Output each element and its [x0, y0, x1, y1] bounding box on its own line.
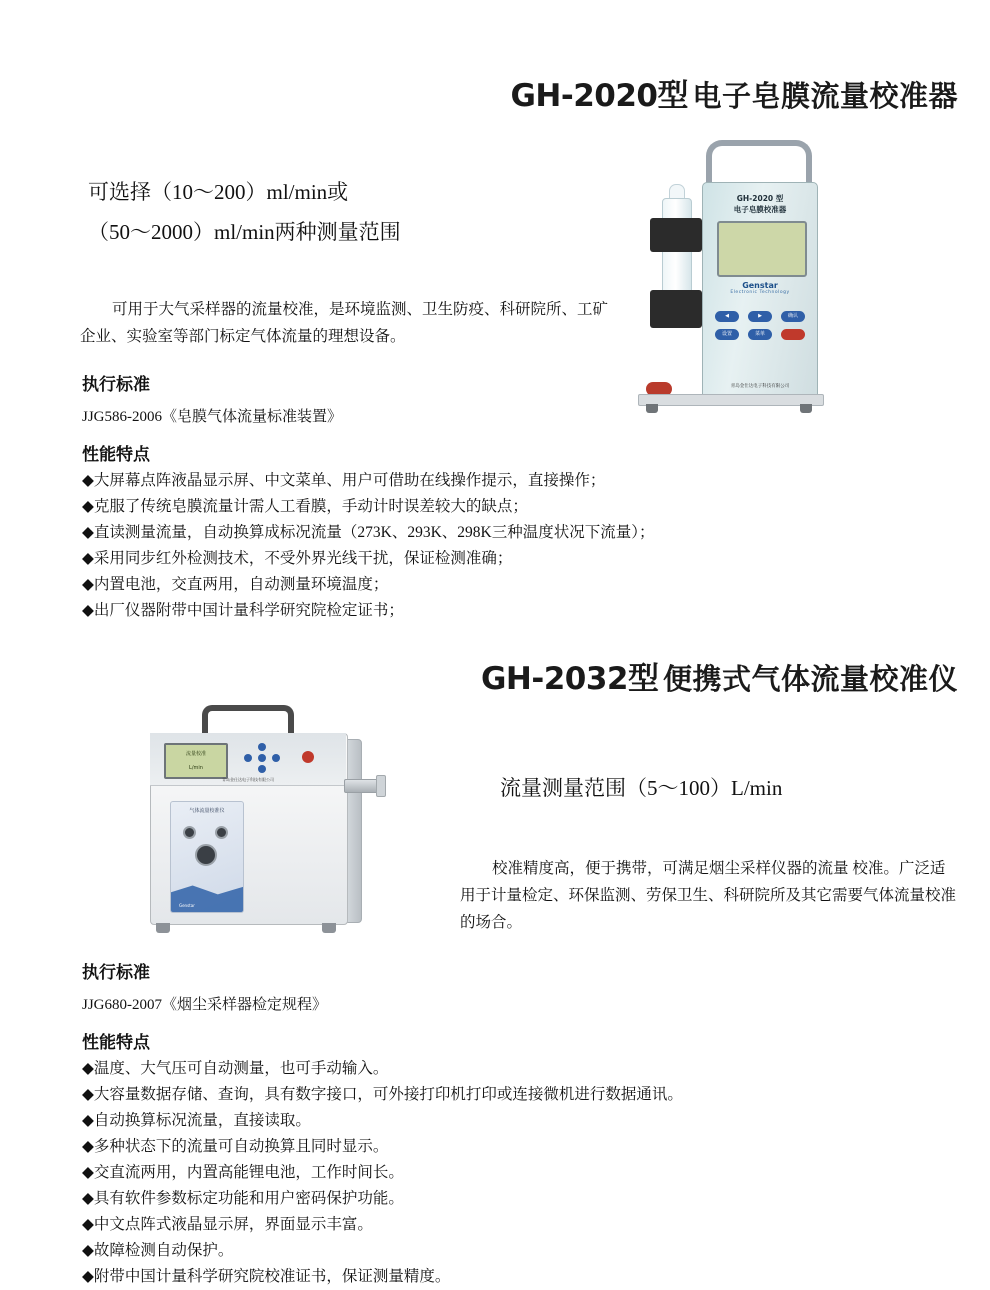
device-key-right: ▶: [748, 311, 772, 322]
product-2-description: 校准精度高，便于携带，可满足烟尘采样仪器的流量 校准。广泛适用于计量检定、环保监测、劳保卫生、科研院所及其它需要气体流量校准的场合。: [460, 860, 957, 931]
product-1-features-heading: 性能特点: [82, 445, 150, 465]
list-item: ◆克服了传统皂膜流量计需人工看膜，手动计时误差较大的缺点；: [82, 498, 528, 515]
product-1-features-list: [82, 468, 655, 624]
list-item: ◆中文点阵式液晶显示屏，界面显示丰富。: [82, 1216, 373, 1233]
device-port-small-1: [183, 826, 196, 839]
device-key-power: [302, 751, 314, 763]
product-1-range: [88, 172, 401, 252]
device-logo: Genstar Electronic Technology: [730, 281, 790, 295]
list-item: ◆具有软件参数标定功能和用户密码保护功能。: [82, 1190, 404, 1207]
device-key-setting: 设置: [715, 329, 739, 340]
product-1-model: GH-2020型: [510, 78, 688, 114]
list-item: ◆故障检测自动保护。: [82, 1242, 234, 1259]
device-front-label: 气体流量校准仪: [189, 808, 225, 814]
device-handle: [706, 140, 812, 184]
device-key-left: ◀: [715, 311, 739, 322]
product-1-standard-text: JJG586-2006《皂膜气体流量标准装置》: [82, 409, 343, 425]
list-item: ◆附带中国计量科学研究院校准证书，保证测量精度。: [82, 1268, 451, 1285]
product-1-description: 可用于大气采样器的流量校准，是环境监测、卫生防疫、科研院所、工矿企业、实验室等部门标定气体流量的理想设备。: [80, 301, 609, 345]
device-nozzle: [344, 779, 380, 793]
product-1-device-image: [620, 140, 850, 420]
product-1-title: [510, 70, 958, 115]
product-1-name: 电子皂膜流量校准器: [692, 79, 958, 113]
list-item: ◆大容量数据存储、查询，具有数字接口，可外接打印机打印或连接微机进行数据通讯。: [82, 1086, 683, 1103]
product-2-name: 便携式气体流量校准仪: [662, 662, 958, 696]
list-item: ◆直读测量流量，自动换算成标况流量（273K、293K、298K三种温度状况下流量）；: [82, 524, 655, 541]
list-item: ◆出厂仪器附带中国计量科学研究院检定证书；: [82, 602, 404, 619]
list-item: ◆内置电池，交直两用，自动测量环境温度；: [82, 576, 389, 593]
device-key-menu: 菜单: [748, 329, 772, 340]
product-2-model: GH-2032型: [480, 661, 659, 697]
product-2-range: 流量测量范围（5～100）L/min: [500, 776, 783, 800]
device-port-small-2: [215, 826, 228, 839]
device-keypad: [715, 311, 805, 347]
device-key-power: [781, 329, 805, 340]
device-panel-title: GH-2020 型 电子皂膜校准器: [733, 194, 787, 214]
device-handle: [202, 705, 294, 735]
product-1-standard-heading: 执行标准: [82, 375, 150, 395]
device-side-panel: [346, 739, 362, 923]
device-lcd-screen: [717, 221, 807, 277]
device-tube-holder-bottom: [650, 290, 702, 328]
device-nozzle-tip: [376, 775, 386, 797]
product-2-title: [481, 653, 958, 698]
device-leg: [646, 404, 658, 413]
device-brand-text: 青岛金仕达电子科技有限公司: [222, 777, 274, 782]
device-body: [702, 182, 818, 404]
list-item: ◆交直流两用，内置高能锂电池，工作时间长。: [82, 1164, 404, 1181]
product-1-range-line-2: （50～2000）ml/min两种测量范围: [88, 220, 401, 244]
device-base: [638, 394, 824, 406]
product-2-features-list: [82, 1056, 683, 1290]
device-keypad: [236, 743, 292, 775]
device-foot: [156, 923, 170, 933]
device-key-left: [244, 754, 252, 762]
device-port-main: [195, 844, 217, 866]
product-2-device-image: [130, 705, 390, 955]
device-footer-text: 青岛金仕达电子科技有限公司: [730, 384, 790, 389]
device-leg: [800, 404, 812, 413]
list-item: ◆采用同步红外检测技术，不受外界光线干扰，保证检测准确；: [82, 550, 513, 567]
device-key-confirm: 确认: [781, 311, 805, 322]
device-tube-holder-top: [650, 218, 702, 252]
product-2-features-heading: 性能特点: [82, 1033, 150, 1053]
device-screen-line-2: L/min: [189, 765, 203, 771]
list-item: ◆温度、大气压可自动测量，也可手动输入。: [82, 1060, 389, 1077]
list-item: ◆多种状态下的流量可自动换算且同时显示。: [82, 1138, 389, 1155]
device-logo: Genstar: [179, 903, 195, 908]
device-key-up: [258, 743, 266, 751]
device-screen-line-1: 流量校准: [185, 751, 206, 757]
list-item: ◆自动换算标况流量，直接读取。: [82, 1112, 311, 1129]
product-2-standard-text: JJG680-2007《烟尘采样器检定规程》: [82, 997, 328, 1013]
device-control-panel: [150, 733, 346, 786]
product-2-standard-heading: 执行标准: [82, 963, 150, 983]
device-foot: [322, 923, 336, 933]
list-item: ◆大屏幕点阵液晶显示屏、中文菜单、用户可借助在线操作提示，直接操作；: [82, 472, 606, 489]
device-key-enter: [258, 754, 266, 762]
product-1-range-line-1: 可选择（10～200）ml/min或: [88, 180, 349, 204]
device-lcd-screen: [164, 743, 228, 779]
device-key-down: [258, 765, 266, 773]
device-key-right: [272, 754, 280, 762]
device-front-panel: [170, 801, 244, 913]
